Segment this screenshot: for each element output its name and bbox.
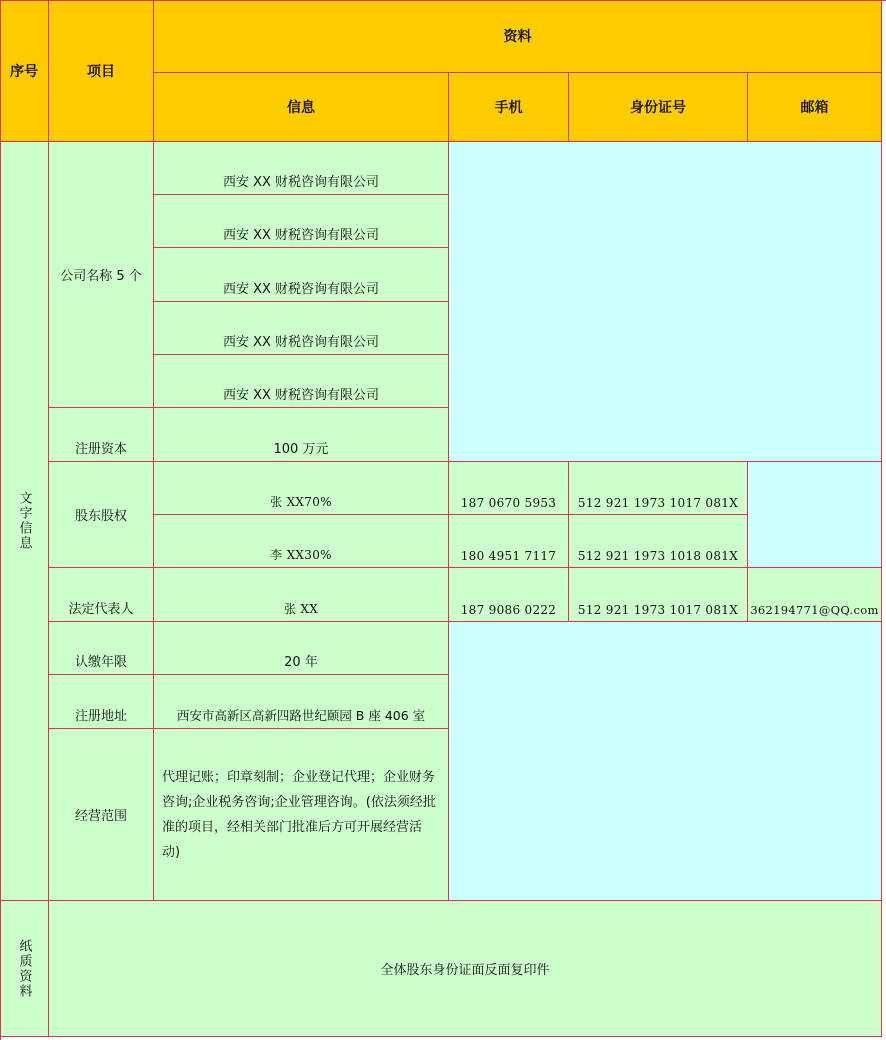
legal-rep-id: 512 921 1973 1017 081X: [569, 568, 748, 622]
paper-value: 全体股东身份证面反面复印件: [49, 901, 882, 1037]
label-scope: 经营范围: [49, 729, 154, 901]
shareholder-2-id: 512 921 1973 1018 081X: [569, 515, 748, 568]
empty-block-top: [449, 142, 882, 462]
legal-rep-email: 362194771@QQ.com: [748, 568, 882, 622]
header-email: 邮箱: [748, 73, 882, 142]
section-text-info: [0, 142, 49, 901]
company-name-2: 西安 XX 财税咨询有限公司: [154, 195, 449, 248]
header-phone: 手机: [449, 73, 569, 142]
section-text-info-label: 文字信息: [16, 491, 32, 551]
shareholder-2-name: 李 XX30%: [154, 515, 449, 568]
address-value: 西安市高新区高新四路世纪颐园 B 座 406 室: [154, 675, 449, 729]
legal-rep-phone: 187 9086 0222: [449, 568, 569, 622]
company-name-1: 西安 XX 财税咨询有限公司: [154, 142, 449, 195]
legal-rep-name: 张 XX: [154, 568, 449, 622]
shareholder-1-phone: 187 0670 5953: [449, 462, 569, 515]
section-paper-info: [0, 901, 49, 1037]
label-address: 注册地址: [49, 675, 154, 729]
shareholder-1-name: 张 XX70%: [154, 462, 449, 515]
label-capital: 注册资本: [49, 408, 154, 462]
section-paper-info-label: 纸质资料: [16, 938, 32, 999]
label-company-names: 公司名称 5 个: [49, 142, 154, 408]
header-info: 信息: [154, 73, 449, 142]
label-legal-rep: 法定代表人: [49, 568, 154, 622]
capital-value: 100 万元: [154, 408, 449, 462]
label-shareholders: 股东股权: [49, 462, 154, 568]
header-data: 资料: [154, 0, 882, 73]
company-name-4: 西安 XX 财税咨询有限公司: [154, 302, 449, 355]
scope-value: 代理记账；印章刻制；企业登记代理；企业财务咨询;企业税务咨询;企业管理咨询。(依法须经批准的项目，经相关部门批准后方可开展经营活动): [154, 729, 449, 901]
company-name-3: 西安 XX 财税咨询有限公司: [154, 248, 449, 302]
header-seq: 序号: [0, 0, 49, 142]
header-item: 项目: [49, 0, 154, 142]
label-term: 认缴年限: [49, 622, 154, 675]
header-id: 身份证号: [569, 73, 748, 142]
shareholder-2-phone: 180 4951 7117: [449, 515, 569, 568]
term-value: 20 年: [154, 622, 449, 675]
empty-block-shareholder-email: [748, 462, 882, 568]
shareholder-1-id: 512 921 1973 1017 081X: [569, 462, 748, 515]
company-name-5: 西安 XX 财税咨询有限公司: [154, 355, 449, 408]
empty-block-bottom: [449, 622, 882, 901]
